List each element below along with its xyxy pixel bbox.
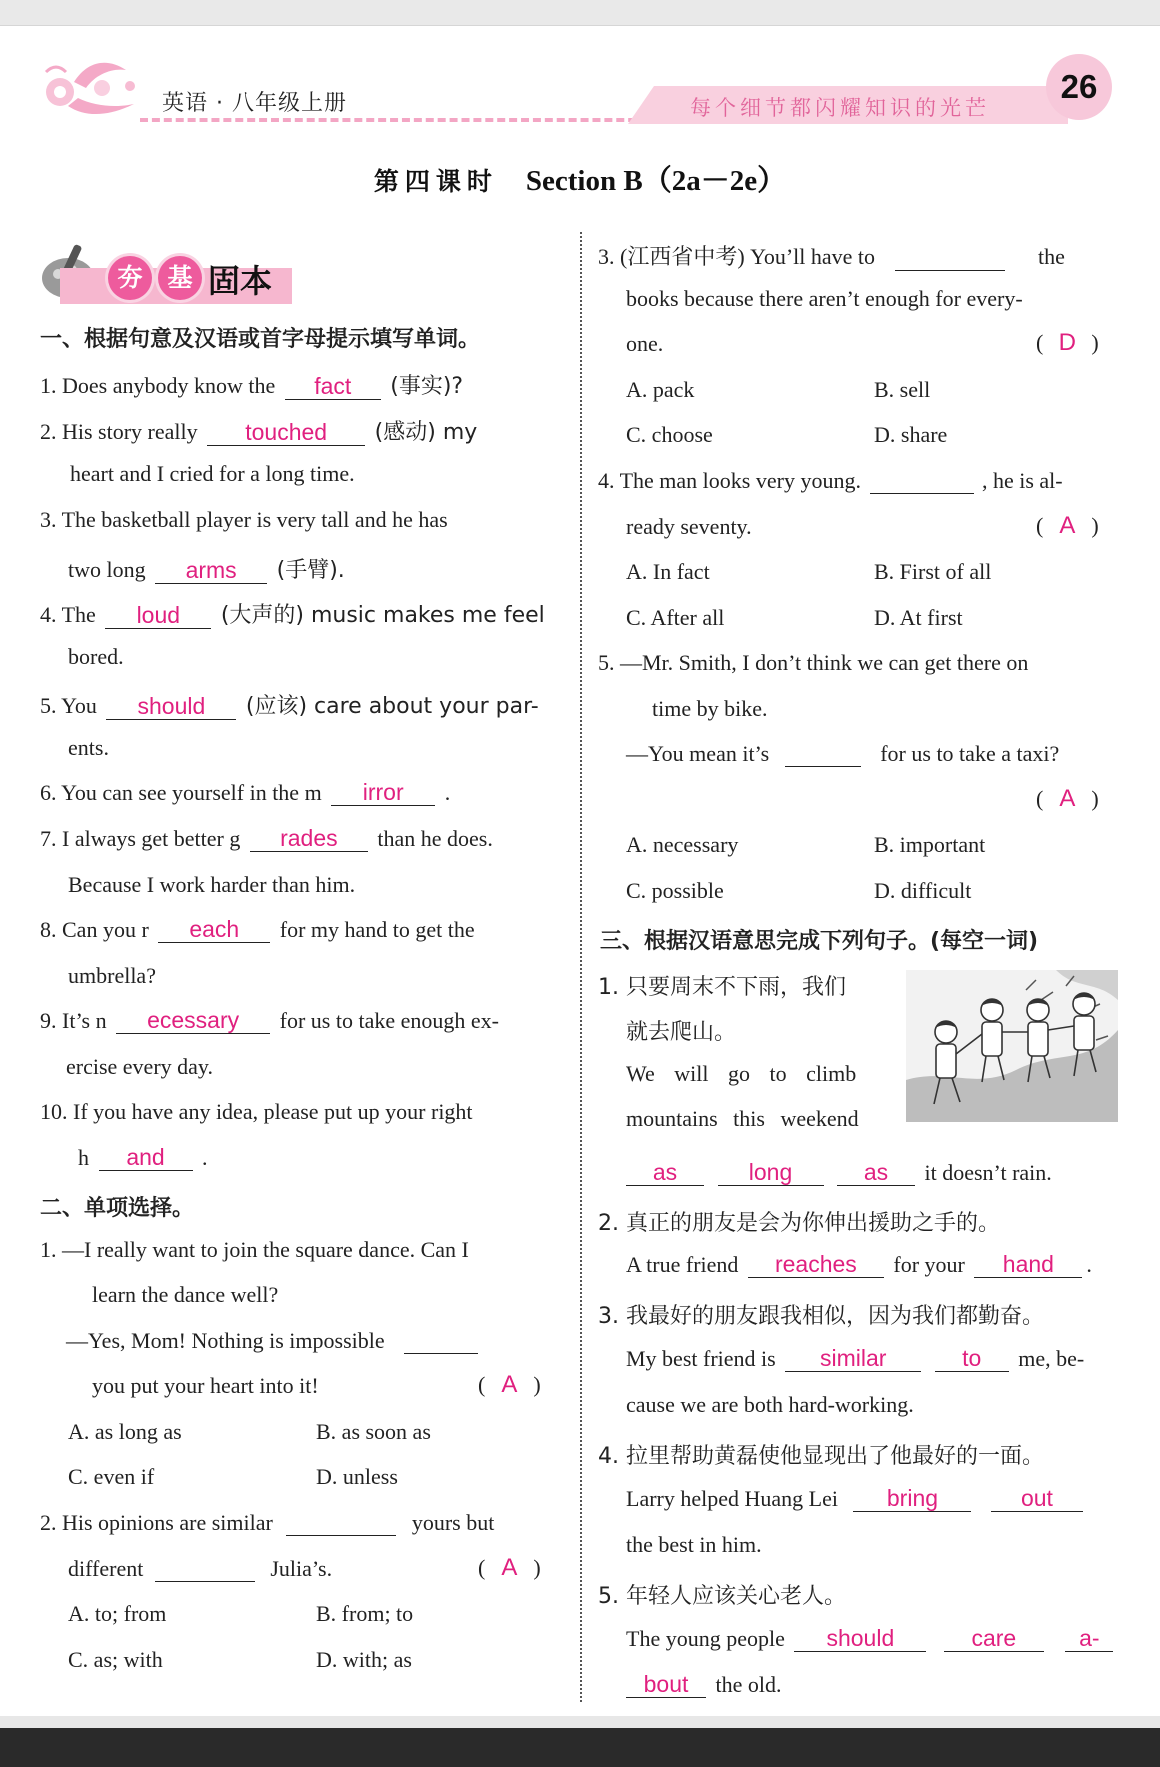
p3-q5-line2: [626, 1672, 782, 1698]
p3-q4-en: [626, 1486, 1087, 1512]
p1-q2-blank: [207, 420, 365, 446]
p2-q5-answer: A: [1059, 785, 1076, 812]
column-divider: [580, 232, 582, 1702]
p2-q1-optB: B. as soon as: [316, 1419, 431, 1444]
p2-q2-optC: C. as; with: [68, 1647, 163, 1672]
p1-q10-pre2: h: [78, 1145, 89, 1170]
p3-q3-pre: My best friend is: [626, 1346, 776, 1371]
p1-q3-line1: 3. The basketball player is very tall and he has: [40, 507, 448, 532]
p2-q2-optA: A. to; from: [68, 1601, 167, 1626]
p3-q5-answer2: care: [971, 1625, 1017, 1651]
p1-q4-blank: [105, 603, 211, 629]
p3-q2-pre: A true friend: [626, 1252, 739, 1277]
p1-q6: [40, 780, 450, 806]
p2-q4-optB: B. First of all: [874, 559, 992, 584]
p2-q2-l2a: different: [68, 1556, 144, 1581]
p2-q4-answer: A: [1059, 512, 1076, 539]
p2-q5-line1: 5. —Mr. Smith, I don’t think we can get there on: [598, 650, 1029, 675]
viewer-top-bar: [0, 0, 1160, 26]
p2-q1-l3-text: —Yes, Mom! Nothing is impossible: [66, 1328, 385, 1353]
p3-q5-post: the old.: [715, 1672, 782, 1697]
p2-q3-line2: books because there aren’t enough for every-: [626, 286, 1023, 311]
p2-q5-l3b: for us to take a taxi?: [880, 741, 1060, 766]
p2-q4-optA: A. In fact: [626, 559, 710, 584]
p2-q2-answer: A: [501, 1554, 518, 1581]
p2-q3-answer: D: [1058, 329, 1076, 356]
p3-q5-cn: 5. 年轻人应该关心老人。: [598, 1584, 846, 1609]
p1-q9-answer: ecessary: [147, 1007, 240, 1033]
p2-q4-l1a: 4. The man looks very young.: [598, 468, 861, 493]
p2-q2-answer-paren: ( A ): [478, 1554, 541, 1581]
p2-q1-optC: C. even if: [68, 1464, 155, 1489]
p1-q2-answer: touched: [245, 419, 328, 445]
p3-q1-en2: mountains this weekend: [626, 1106, 859, 1131]
p3-q4-cont: the best in him.: [626, 1532, 762, 1557]
p1-q1-pre: 1. Does anybody know the: [40, 373, 276, 398]
p1-q9-post: for us to take enough ex-: [279, 1008, 499, 1033]
p1-q1: [40, 369, 463, 400]
p2-q3-l1b: the: [1038, 244, 1065, 269]
p1-q6-answer: irror: [362, 779, 404, 805]
p3-q2-answer2: hand: [1002, 1251, 1054, 1277]
p3-q1-blank3: [837, 1160, 915, 1186]
p2-q4-optC: C. After all: [626, 605, 725, 630]
p3-q1-answer3: as: [863, 1159, 889, 1185]
p1-q7-post: than he does.: [377, 826, 493, 851]
p3-q2-blank1: [748, 1252, 884, 1278]
p2-q3-answer-paren: ( D ): [1036, 329, 1099, 356]
p3-q2-cn: 2. 真正的朋友是会为你伸出援助之手的。: [598, 1211, 1000, 1236]
p3-q3-cn: 3. 我最好的朋友跟我相似，因为我们都勤奋。: [598, 1304, 1044, 1329]
p2-q2-l1a: 2. His opinions are similar: [40, 1510, 273, 1535]
p3-q3-answer2: to: [962, 1345, 982, 1371]
banner-char-1: 夯: [108, 256, 152, 300]
p3-q5-answer1: should: [826, 1625, 895, 1651]
p3-q1-en1: We will go to climb: [626, 1061, 857, 1086]
p2-q1-line3: [66, 1328, 482, 1354]
p2-q3-optC: C. choose: [626, 422, 713, 447]
p2-q3-line1: [598, 240, 1065, 271]
lesson-title: [0, 158, 1160, 199]
p2-q5-answer-paren: ( A ): [1036, 785, 1099, 812]
p1-q5-post: (应该) care about your par-: [245, 694, 539, 719]
p1-q8-blank: [158, 917, 270, 943]
p3-q5-blank3: [1065, 1626, 1113, 1652]
p3-q1-blank2: [718, 1160, 824, 1186]
p1-q10-post: .: [202, 1145, 208, 1170]
viewer-bottom-edge: [0, 1716, 1160, 1728]
p2-q2-optB: B. from; to: [316, 1601, 414, 1626]
p1-q8-pre: 8. Can you r: [40, 917, 149, 942]
p2-q5-blank: [785, 741, 861, 767]
p2-q4-line2: ready seventy.: [626, 514, 752, 539]
banner-char-2: 基: [158, 256, 202, 300]
p3-q1-cn1: 1. 只要周末不下雨，我们: [598, 975, 846, 1000]
p1-q7-blank: [250, 826, 368, 852]
p2-q1-answer: A: [501, 1371, 518, 1398]
p2-q5-line3: [626, 741, 1059, 767]
p1-q3-pre2: two long: [68, 557, 146, 582]
p1-q4-pre: 4. The: [40, 602, 96, 627]
p1-q10-answer: and: [126, 1144, 165, 1170]
p2-q3-optA: A. pack: [626, 377, 695, 402]
flower-decoration-icon: [38, 52, 148, 122]
p1-q10-line1: 10. If you have any idea, please put up your right: [40, 1099, 473, 1124]
p2-q3-optB: B. sell: [874, 377, 931, 402]
p1-q5-answer: should: [137, 693, 206, 719]
p2-q4-l1b: , he is al-: [981, 468, 1063, 493]
p1-q3-answer: arms: [185, 557, 237, 583]
viewer-bottom-bar: [0, 1728, 1160, 1767]
part3-title: 三、根据汉语意思完成下列句子。(每空一词): [600, 929, 1039, 954]
p3-q3-en: [626, 1346, 1084, 1372]
p1-q7-answer: rades: [280, 825, 338, 851]
p2-q4-line1: [598, 468, 1063, 494]
p2-q5-l3a: —You mean it’s: [626, 741, 770, 766]
p3-q5-answer3: a-: [1079, 1625, 1100, 1651]
p1-q7-pre: 7. I always get better g: [40, 826, 241, 851]
p2-q1-answer-paren: ( A ): [478, 1371, 541, 1398]
p1-q8-post: for my hand to get the: [279, 917, 475, 942]
banner-text: 固本: [208, 262, 273, 300]
p2-q2-blank1: [286, 1510, 396, 1536]
hiking-illustration: [906, 970, 1118, 1122]
header-dash-line: [140, 118, 660, 122]
p3-q2-post: .: [1086, 1252, 1092, 1277]
p1-q9-pre: 9. It’s n: [40, 1008, 107, 1033]
p2-q5-optB: B. important: [874, 832, 986, 857]
p1-q4-cont: bored.: [68, 644, 124, 669]
p1-q8-answer: each: [189, 916, 240, 942]
p2-q5-optD: D. difficult: [874, 878, 972, 903]
p1-q9-blank: [116, 1008, 270, 1034]
p1-q1-answer: fact: [314, 373, 352, 399]
p3-q5-blank2: [944, 1626, 1044, 1652]
p1-q6-post: .: [444, 780, 451, 805]
p1-q5-cont: ents.: [68, 735, 109, 760]
p2-q5-optA: A. necessary: [626, 832, 739, 857]
p3-q1-post: it doesn’t rain.: [924, 1160, 1052, 1185]
p3-q5-pre: The young people: [626, 1626, 785, 1651]
p1-q5-pre: 5. You: [40, 693, 97, 718]
p2-q4-optD: D. At first: [874, 605, 963, 630]
p3-q4-answer2: out: [1020, 1485, 1053, 1511]
p2-q2-optD: D. with; as: [316, 1647, 412, 1672]
p2-q3-blank: [895, 245, 1005, 271]
p2-q3-optD: D. share: [874, 422, 948, 447]
p1-q6-pre: 6. You can see yourself in the m: [40, 780, 322, 805]
p1-q4-post: (大声的) music makes me feel: [220, 603, 545, 628]
p3-q2-mid: for your: [893, 1252, 965, 1277]
p1-q3-line2: [68, 553, 345, 584]
p2-q1-line1: 1. —I really want to join the square dance. Can I: [40, 1237, 469, 1262]
p2-q1-line4: you put your heart into it!: [92, 1373, 319, 1398]
p2-q2-l2b: Julia’s.: [270, 1556, 333, 1581]
p3-q5-en: [626, 1626, 1117, 1652]
p1-q7: [40, 826, 493, 852]
p2-q1-optA: A. as long as: [68, 1419, 182, 1444]
p3-q1-answer1: as: [652, 1159, 678, 1185]
p1-q8: [40, 917, 475, 943]
p1-q5: [40, 689, 539, 720]
p3-q4-blank1: [853, 1486, 971, 1512]
p2-q2-line1: [40, 1510, 494, 1536]
p1-q2-post: (感动) my: [374, 420, 478, 445]
p1-q2: [40, 415, 477, 446]
p1-q5-blank: [106, 694, 236, 720]
p1-q1-post: (事实)?: [390, 374, 464, 399]
book-title: 英语 · 八年级上册: [162, 91, 347, 116]
p2-q4-answer-paren: ( A ): [1036, 512, 1099, 539]
p3-q3-answer1: similar: [819, 1345, 887, 1371]
p1-q10-line2: [78, 1145, 208, 1171]
p1-q4: [40, 598, 545, 629]
p2-q1-line2: learn the dance well?: [92, 1282, 279, 1307]
p3-q2-blank2: [974, 1252, 1082, 1278]
p3-q5-answer4: bout: [643, 1671, 689, 1697]
p3-q2-en: [626, 1252, 1092, 1278]
p1-q10-blank: [99, 1145, 193, 1171]
part1-title: 一、根据句意及汉语或首字母提示填写单词。: [40, 327, 481, 352]
p3-q1-blank1: [626, 1160, 704, 1186]
p1-q3-blank: [155, 558, 267, 584]
p3-q5-blank4: [626, 1672, 706, 1698]
p2-q1-optD: D. unless: [316, 1464, 398, 1489]
p3-q5-blank1: [794, 1626, 926, 1652]
p3-q3-post: me, be-: [1018, 1346, 1085, 1371]
p2-q2-blank2: [155, 1556, 255, 1582]
p1-q2-cont: heart and I cried for a long time.: [70, 461, 355, 486]
p1-q4-answer: loud: [136, 602, 181, 628]
p1-q6-blank: [331, 780, 435, 806]
p1-q1-blank: [285, 374, 381, 400]
p3-q4-answer1: bring: [886, 1485, 939, 1511]
p1-q9: [40, 1008, 499, 1034]
p3-q4-pre: Larry helped Huang Lei: [626, 1486, 838, 1511]
p2-q4-blank: [870, 468, 974, 494]
p2-q5-line2: time by bike.: [652, 696, 768, 721]
p3-q1-answer2: long: [748, 1159, 793, 1185]
p1-q3-post: (手臂).: [276, 558, 345, 583]
p3-q4-cn: 4. 拉里帮助黄磊使他显现出了他最好的一面。: [598, 1444, 1044, 1469]
p3-q3-cont: cause we are both hard-working.: [626, 1392, 914, 1417]
p3-q3-blank2: [935, 1346, 1009, 1372]
page-number: 26: [1060, 68, 1098, 105]
p3-q1-answers: [626, 1160, 1052, 1186]
p3-q4-blank2: [991, 1486, 1083, 1512]
p2-q5-optC: C. possible: [626, 878, 724, 903]
header-motto: 每个细节都闪耀知识的光芒: [690, 96, 990, 120]
part2-title: 二、单项选择。: [40, 1196, 195, 1221]
p3-q3-blank1: [785, 1346, 921, 1372]
p1-q8-cont: umbrella?: [68, 963, 156, 988]
p2-q2-l1b: yours but: [411, 1510, 495, 1535]
p2-q2-line2: [68, 1556, 332, 1582]
p1-q2-pre: 2. His story really: [40, 419, 198, 444]
lesson-title-en: Section B（2a－2e）: [525, 165, 787, 197]
p3-q2-answer1: reaches: [774, 1251, 857, 1277]
lesson-title-cn: 第四课时: [373, 167, 498, 196]
p1-q9-cont: ercise every day.: [66, 1054, 213, 1079]
p2-q3-line3: one.: [626, 331, 664, 356]
p1-q7-cont: Because I work harder than him.: [68, 872, 356, 897]
p2-q3-l1a: 3. (江西省中考) You’ll have to: [598, 244, 876, 269]
p2-q1-blank: [404, 1328, 478, 1354]
p3-q1-cn2: 就去爬山。: [626, 1020, 737, 1045]
